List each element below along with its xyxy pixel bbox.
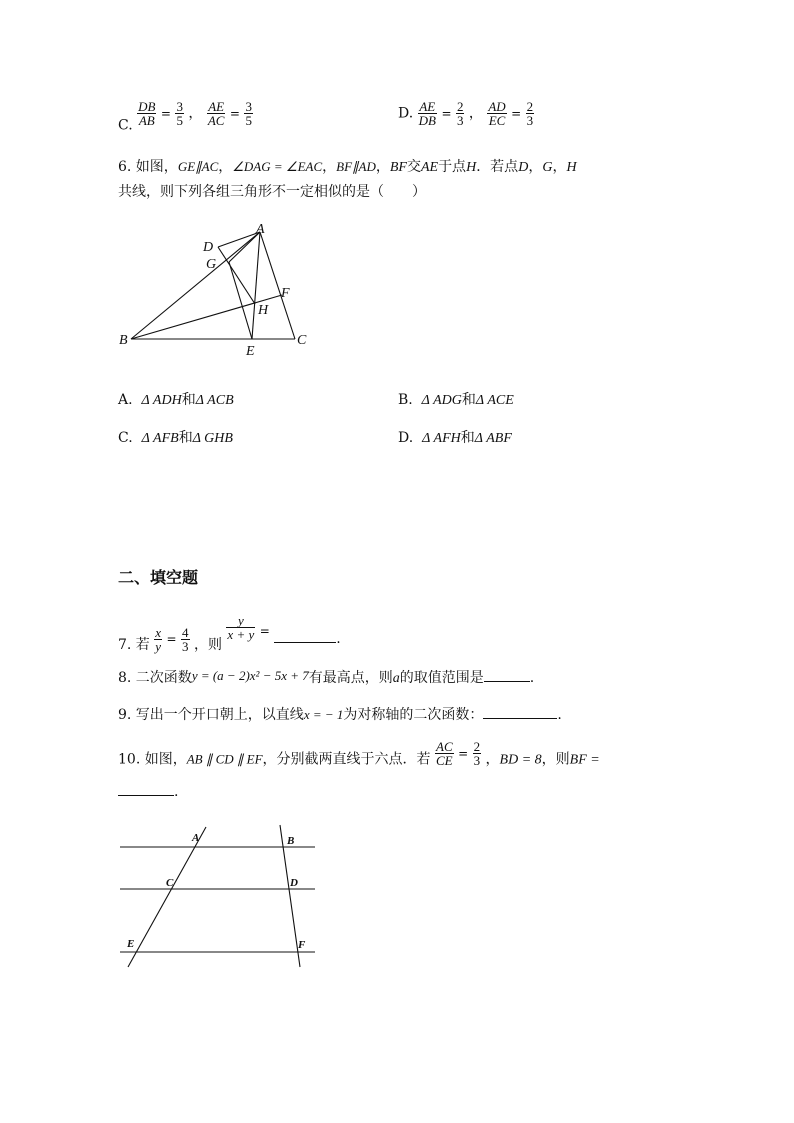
- triangle-name: Δ ABF: [474, 431, 512, 446]
- text: 于点: [438, 159, 467, 175]
- q6-option-d: [398, 427, 512, 447]
- asked-length: BF =: [569, 752, 600, 768]
- math-var: H: [466, 160, 477, 175]
- text: 和: [181, 392, 196, 408]
- option-label: B.: [398, 392, 413, 408]
- point-label-e: E: [246, 344, 255, 359]
- q10-line2: [118, 784, 178, 800]
- equals-sign: =: [511, 106, 522, 121]
- function-expression: y = (a − 2)x² − 5x + 7: [191, 668, 309, 683]
- answer-blank[interactable]: [483, 717, 557, 719]
- fraction: $\frac{2}{3}$: [456, 99, 464, 128]
- q5-option-c: [118, 100, 253, 134]
- punct: ，: [375, 159, 390, 175]
- answer-blank[interactable]: [118, 794, 174, 796]
- math-var: AE: [420, 160, 439, 175]
- segment-ac: [260, 232, 295, 339]
- punct: ，: [485, 751, 500, 768]
- fraction: $\frac{AD}{EC}$: [488, 99, 506, 128]
- fraction: $\frac{3}{5}$: [245, 99, 252, 128]
- fraction: $\frac{DB}{AB}$: [138, 99, 156, 128]
- transversal-left: [128, 827, 206, 967]
- q6-option-c: [118, 427, 233, 447]
- fraction: $\frac{AE}{AC}$: [207, 99, 225, 128]
- q9: [118, 704, 562, 724]
- triangle-name: Δ ACB: [195, 393, 234, 408]
- triangle-name: Δ GHB: [192, 431, 233, 446]
- text: 和: [461, 392, 476, 408]
- point-label-e: E: [127, 938, 135, 950]
- segment-dh: [218, 247, 255, 304]
- option-label: C.: [118, 430, 133, 446]
- fraction: $\frac{4}{3}$: [182, 624, 189, 654]
- fraction: $\frac{y}{x + y}$: [227, 613, 255, 642]
- segment-ge: [229, 262, 252, 339]
- question-number: 10. 如图，: [118, 751, 187, 768]
- segment-da: [218, 232, 260, 247]
- punct: .: [557, 707, 562, 723]
- punct: .: [336, 631, 341, 647]
- answer-blank[interactable]: [274, 641, 336, 643]
- fraction: $\frac{AE}{DB}$: [418, 99, 436, 128]
- point-label-b: B: [119, 333, 128, 348]
- math-var: D: [518, 160, 529, 175]
- question-text: 8. 二次函数: [118, 670, 192, 686]
- point-label-h: H: [258, 303, 269, 318]
- segment-ae: [252, 232, 260, 339]
- equals-sign: =: [229, 106, 240, 121]
- punct: ，: [322, 159, 337, 175]
- triangle-name: Δ ADH: [141, 393, 182, 408]
- math-var: a: [392, 671, 400, 686]
- condition: GE∥AC: [177, 159, 219, 174]
- question-number: 7. 若: [118, 637, 150, 653]
- equals-sign: =: [441, 106, 452, 121]
- point-label-c: C: [166, 877, 174, 889]
- q6-stem-line2: 共线，则下列各组三角形不一定相似的是（ ）: [118, 184, 426, 200]
- separator: ，: [468, 105, 483, 122]
- line-equation: x = − 1: [303, 707, 344, 722]
- math-var: G: [542, 160, 553, 175]
- segment-ba: [131, 232, 260, 339]
- q10-line1: [118, 740, 600, 769]
- triangle-name: Δ ACE: [475, 393, 514, 408]
- triangle-name: Δ AFH: [422, 431, 461, 446]
- fraction: $\frac{3}{5}$: [176, 99, 183, 128]
- option-label: D.: [398, 105, 414, 122]
- triangle-name: Δ AFB: [141, 431, 179, 446]
- equals-sign: =: [458, 746, 469, 761]
- fraction: $\frac{2}{3}$: [526, 99, 534, 128]
- punct: ，: [528, 159, 543, 175]
- question-number: 6. 如图，: [118, 159, 178, 175]
- condition: ∠DAG = ∠EAC: [232, 159, 323, 174]
- triangle-name: Δ ADG: [421, 393, 462, 408]
- math-var: H: [566, 160, 577, 175]
- text: ，则: [541, 751, 570, 768]
- text: 的取值范围是: [399, 670, 484, 686]
- question-text: 9. 写出一个开口朝上，以直线: [118, 707, 304, 723]
- point-label-d: D: [290, 877, 298, 889]
- option-label: C.: [118, 117, 133, 134]
- math-var: BF: [389, 160, 407, 175]
- text: 为对称轴的二次函数：: [343, 707, 484, 723]
- text: 有最高点，则: [308, 670, 393, 686]
- q10-parallel-lines-figure: [110, 820, 325, 970]
- section-heading-fill-in: 二、填空题: [118, 568, 199, 587]
- equals-sign: =: [166, 632, 177, 646]
- q6-option-a: [118, 389, 234, 409]
- given-length: BD = 8: [499, 752, 542, 768]
- q6-stem-line1: [118, 156, 577, 176]
- fraction: $\frac{AC}{CE}$: [436, 739, 453, 768]
- option-label: D.: [398, 430, 414, 446]
- point-label-b: B: [287, 835, 295, 847]
- text: 交: [406, 159, 421, 175]
- q6-option-b: [398, 389, 514, 409]
- q6-triangle-figure: [110, 220, 325, 360]
- fraction: $\frac{x}{y}$: [155, 624, 162, 654]
- punct: ，: [218, 159, 233, 175]
- fraction: $\frac{2}{3}$: [473, 739, 481, 768]
- point-label-f: F: [281, 286, 290, 301]
- punct: .: [529, 670, 535, 686]
- equals-sign: =: [259, 624, 270, 638]
- point-label-c: C: [297, 333, 307, 348]
- q7: [118, 614, 341, 654]
- text: 和: [460, 430, 475, 446]
- condition: BF∥AD: [336, 159, 376, 174]
- parallel-condition: AB ∥ CD ∥ EF: [186, 751, 263, 767]
- point-label-f: F: [298, 939, 306, 951]
- point-label-a: A: [256, 222, 265, 237]
- q8: [118, 667, 534, 687]
- point-label-g: G: [206, 257, 217, 272]
- option-label: A.: [118, 392, 133, 408]
- punct: ，: [552, 159, 567, 175]
- text: ．若点: [476, 159, 519, 175]
- answer-blank[interactable]: [484, 680, 530, 682]
- punct: .: [174, 784, 179, 800]
- equals-sign: =: [160, 106, 171, 121]
- separator: ，: [188, 105, 203, 122]
- text: ，则: [193, 637, 222, 653]
- q5-option-d: [398, 100, 534, 127]
- point-label-d: D: [203, 240, 214, 255]
- text: 和: [178, 430, 193, 446]
- point-label-a: A: [192, 832, 200, 844]
- text: ，分别截两直线于六点．若: [262, 751, 431, 768]
